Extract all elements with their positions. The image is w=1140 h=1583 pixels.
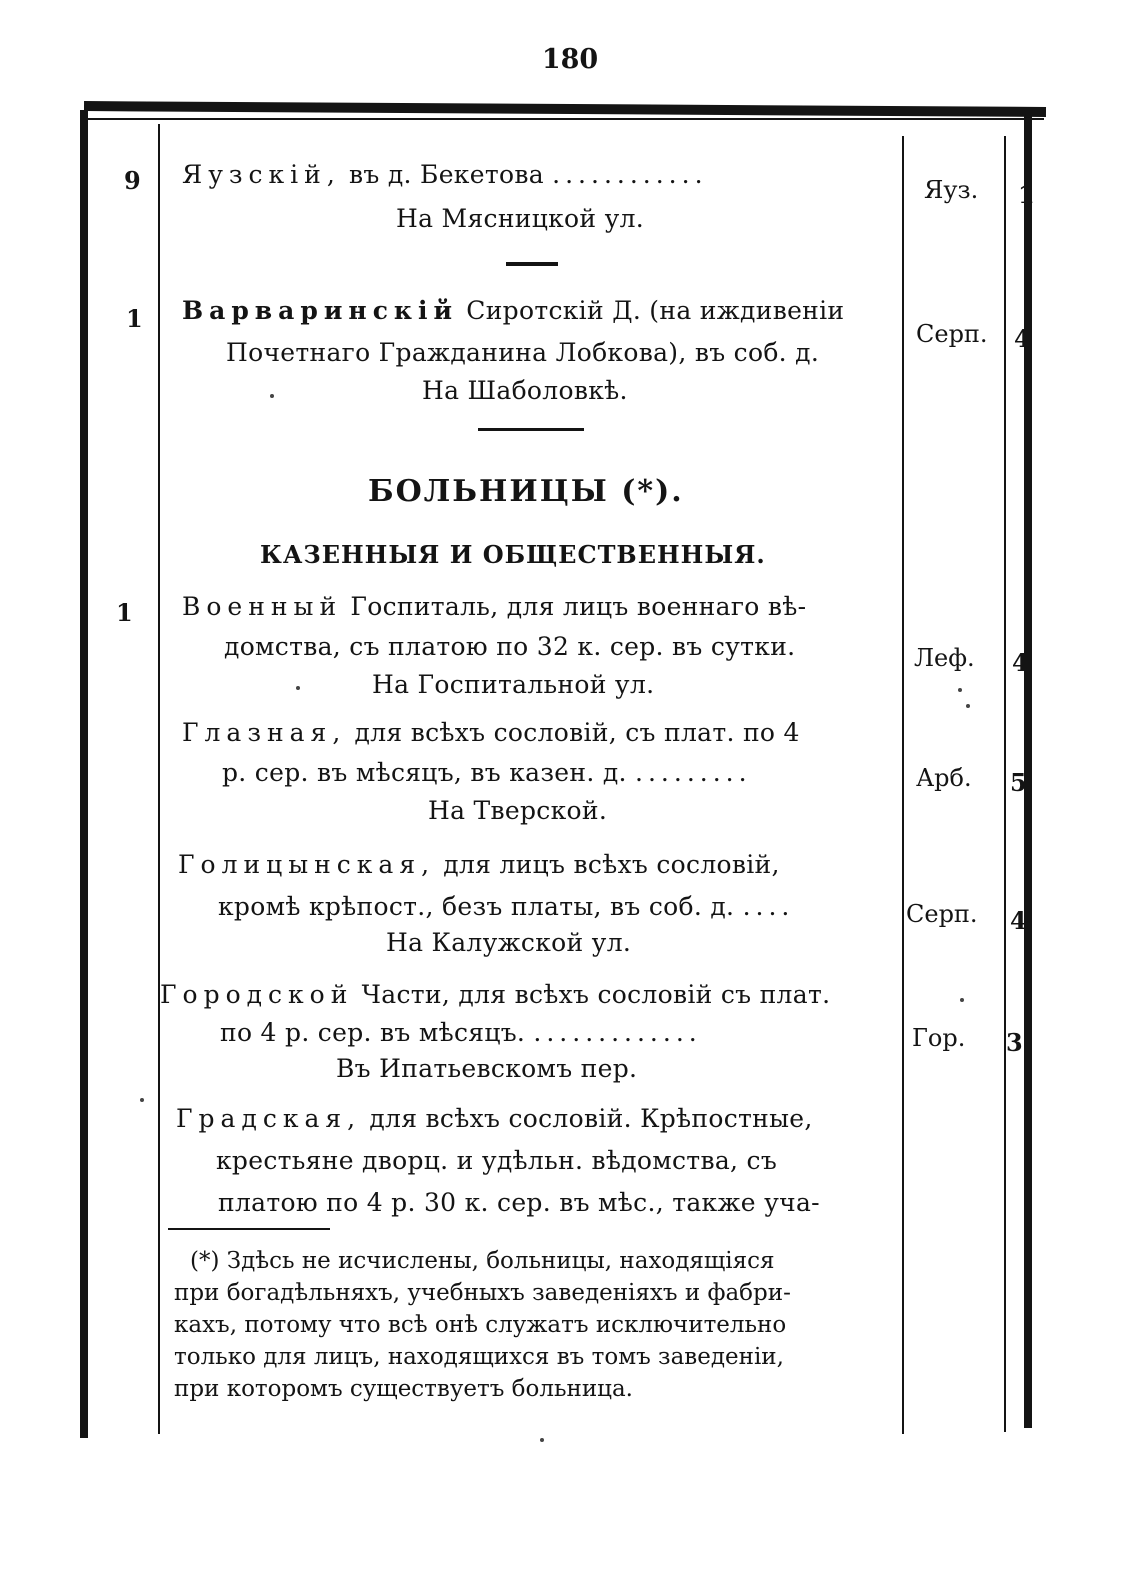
entry-count: 4 xyxy=(1010,906,1027,935)
entry-line xyxy=(178,850,780,879)
part-column-divider xyxy=(902,136,904,1434)
entry-text: Госпиталь, для лицъ военнаго вѣ- xyxy=(350,592,807,621)
entry-part: Арб. xyxy=(916,764,972,792)
entry-line: Почетнаго Гражданина Лобкова), въ соб. д. xyxy=(226,338,820,367)
entry-line: платою по 4 р. 30 к. сер. въ мѣс., также уча- xyxy=(218,1188,820,1217)
page-number: 180 xyxy=(541,44,599,75)
entry-name: Градская, xyxy=(176,1104,362,1133)
entry-line xyxy=(160,980,830,1009)
section-subtitle: КАЗЕННЫЯ И ОБЩЕСТВЕННЫЯ. xyxy=(260,540,766,569)
leader-dots: ............. xyxy=(533,1018,702,1047)
entry-text: для лицъ всѣхъ сословій, xyxy=(443,850,780,879)
entry-address: На Госпитальной ул. xyxy=(372,670,655,699)
leader-dots: ............ xyxy=(552,160,708,189)
top-rule-thin xyxy=(88,118,1044,120)
section-divider xyxy=(478,428,584,431)
entry-address: На Мясницкой ул. xyxy=(396,204,645,233)
entry-part: Серп. xyxy=(906,900,978,928)
entry-count: 1 xyxy=(1018,180,1035,209)
entry-line: домства, съ платою по 32 к. сер. въ сутки. xyxy=(224,632,796,661)
entry-part: Яуз. xyxy=(924,176,979,204)
entry-line xyxy=(222,758,752,787)
entry-name: Военный xyxy=(182,592,343,621)
entry-line xyxy=(182,718,800,747)
entry-name: Яузскій, xyxy=(182,160,341,189)
entry-name: Городской xyxy=(160,980,354,1009)
entry-text: р. сер. въ мѣсяцъ, въ казен. д. xyxy=(222,758,627,787)
entry-line xyxy=(182,592,806,621)
entry-line xyxy=(218,892,794,921)
entry-text: для всѣхъ сословій, съ плат. по 4 xyxy=(354,718,800,747)
entry-text: по 4 р. сер. въ мѣсяцъ. xyxy=(220,1018,526,1047)
entry-line xyxy=(182,296,844,325)
entry-text: кромѣ крѣпост., безъ платы, въ соб. д. xyxy=(218,892,735,921)
print-speck xyxy=(958,688,962,692)
entry-line xyxy=(176,1104,813,1133)
entry-address: Въ Ипатьевскомъ пер. xyxy=(336,1054,638,1083)
entry-text: Сиротскій Д. (на иждивеніи xyxy=(466,296,845,325)
print-speck xyxy=(966,704,970,708)
count-column-divider xyxy=(1004,136,1006,1432)
entry-index: 1 xyxy=(116,598,133,627)
entry-count: 3 xyxy=(1006,1028,1023,1057)
entry-index: 1 xyxy=(126,304,143,333)
print-speck xyxy=(960,998,964,1002)
entry-line xyxy=(182,160,708,189)
section-title: БОЛЬНИЦЫ (*). xyxy=(368,474,684,509)
footnote-rule xyxy=(168,1228,330,1230)
left-border xyxy=(80,110,88,1438)
entry-count: 4 xyxy=(1014,324,1031,353)
entry-count: 5 xyxy=(1010,768,1027,797)
entry-part: Серп. xyxy=(916,320,988,348)
entry-text: Части, для всѣхъ сословій съ плат. xyxy=(361,980,831,1009)
entry-line xyxy=(220,1018,702,1047)
entry-name: Варваринскій xyxy=(182,296,459,325)
print-speck xyxy=(296,686,300,690)
entry-part: Леф. xyxy=(914,644,975,672)
top-rule xyxy=(84,101,1046,117)
entry-text: въ д. Бекетова xyxy=(349,160,544,189)
entry-line: крестьяне дворц. и удѣльн. вѣдомства, съ xyxy=(216,1146,778,1175)
footnote-line: при богадѣльняхъ, учебныхъ заведеніяхъ и фабри- xyxy=(174,1280,791,1306)
footnote-line: кахъ, потому что всѣ онѣ служатъ исключительно xyxy=(174,1312,787,1338)
print-speck xyxy=(540,1438,544,1442)
entry-index: 9 xyxy=(124,166,141,195)
entry-count: 4 xyxy=(1012,648,1029,677)
entry-address: На Тверской. xyxy=(428,796,608,825)
leader-dots: .... xyxy=(742,892,795,921)
entry-name: Глазная, xyxy=(182,718,347,747)
leader-dots: ......... xyxy=(635,758,752,787)
index-column-divider xyxy=(158,124,160,1434)
entry-address: На Калужской ул. xyxy=(386,928,632,957)
print-speck xyxy=(270,394,274,398)
short-divider xyxy=(506,262,558,266)
entry-address: На Шаболовкѣ. xyxy=(422,376,628,405)
entry-name: Голицынская, xyxy=(178,850,436,879)
footnote-line: только для лицъ, находящихся въ томъ заведеніи, xyxy=(174,1344,784,1370)
entry-text: для всѣхъ сословій. Крѣпостные, xyxy=(369,1104,813,1133)
footnote-line: (*) Здѣсь не исчислены, больницы, находящіяся xyxy=(190,1248,775,1274)
footnote-line: при которомъ существуетъ больница. xyxy=(174,1376,633,1402)
entry-part: Гор. xyxy=(912,1024,966,1052)
print-speck xyxy=(140,1098,144,1102)
